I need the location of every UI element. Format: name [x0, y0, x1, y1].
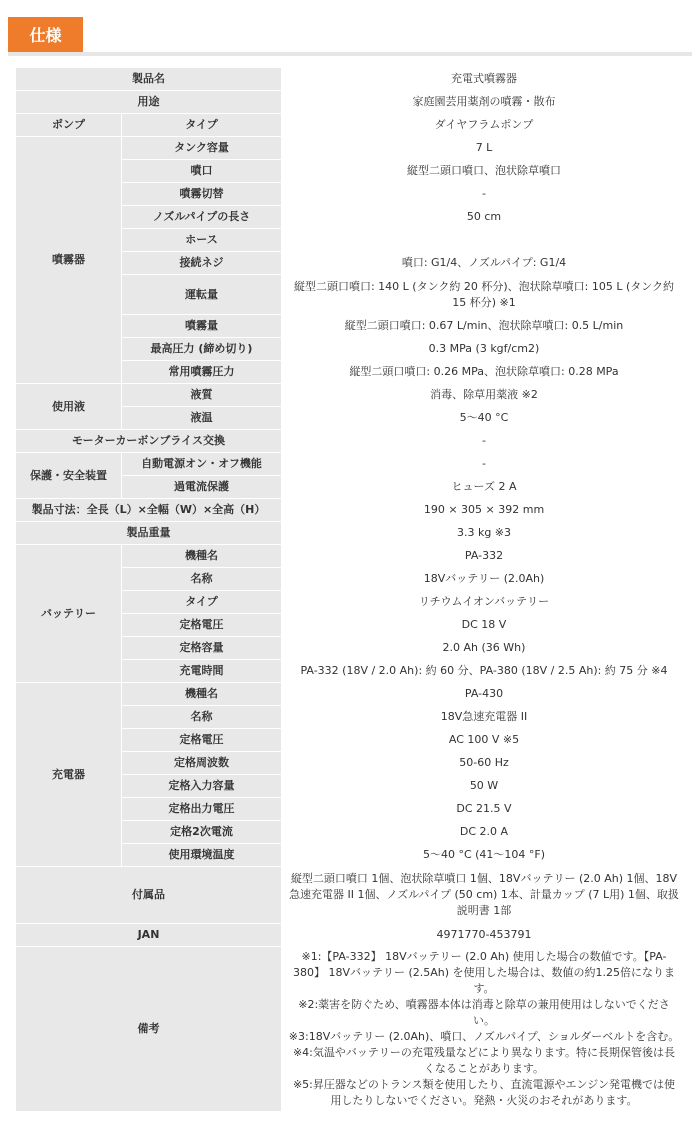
spec-value: 7 L	[282, 137, 687, 160]
spec-value: PA-332 (18V / 2.0 Ah): 約 60 分、PA-380 (18V / 2.5 Ah): 約 75 分 ※4	[282, 660, 687, 683]
spec-label: モーターカーボンブライス交換	[16, 430, 282, 453]
spec-value: 190 × 305 × 392 mm	[282, 499, 687, 522]
spec-row	[16, 683, 687, 706]
spec-group-label: 保護・安全装置	[16, 453, 122, 499]
spec-group-label: 噴霧器	[16, 137, 122, 384]
spec-row	[16, 499, 687, 522]
spec-value: AC 100 V ※5	[282, 729, 687, 752]
spec-label: 充電時間	[122, 660, 282, 683]
spec-value: PA-430	[282, 683, 687, 706]
spec-row	[16, 137, 687, 160]
spec-label: 定格周波数	[122, 752, 282, 775]
spec-value: DC 21.5 V	[282, 798, 687, 821]
remarks-notes	[282, 947, 687, 1112]
spec-value: PA-332	[282, 545, 687, 568]
spec-value: 2.0 Ah (36 Wh)	[282, 637, 687, 660]
spec-row	[16, 947, 687, 1112]
spec-value: 3.3 kg ※3	[282, 522, 687, 545]
section-divider	[8, 52, 692, 56]
spec-label: 液質	[122, 384, 282, 407]
spec-label: 用途	[16, 91, 282, 114]
spec-label: 噴霧切替	[122, 183, 282, 206]
spec-label: 自動電源オン・オフ機能	[122, 453, 282, 476]
spec-value: 充電式噴霧器	[282, 68, 687, 91]
spec-value: 縦型二頭口噴口: 140 L (タンク約 20 杯分)、泡状除草噴口: 105 L (タンク約 15 杯分) ※1	[282, 275, 687, 315]
spec-value: -	[282, 453, 687, 476]
spec-group-label: ポンプ	[16, 114, 122, 137]
spec-value: 縦型二頭口噴口、泡状除草噴口	[282, 160, 687, 183]
spec-value: 18V急速充電器 II	[282, 706, 687, 729]
spec-row	[16, 522, 687, 545]
spec-label: 名称	[122, 568, 282, 591]
spec-label: 定格2次電流	[122, 821, 282, 844]
spec-label: 最高圧力 (締め切り)	[122, 338, 282, 361]
spec-row	[16, 545, 687, 568]
spec-row	[16, 91, 687, 114]
spec-row	[16, 384, 687, 407]
spec-label: 機種名	[122, 545, 282, 568]
spec-label: 製品寸法：全長（L）×全幅（W）×全高（H）	[16, 499, 282, 522]
spec-label: JAN	[16, 924, 282, 947]
spec-value: 家庭園芸用薬剤の噴霧・散布	[282, 91, 687, 114]
spec-label: 常用噴霧圧力	[122, 361, 282, 384]
spec-label: 製品重量	[16, 522, 282, 545]
spec-row	[16, 114, 687, 137]
spec-label: 定格電圧	[122, 614, 282, 637]
spec-value: ヒューズ 2 A	[282, 476, 687, 499]
spec-value: 5～40 °C	[282, 407, 687, 430]
spec-value: 消毒、除草用薬液 ※2	[282, 384, 687, 407]
spec-value	[282, 229, 687, 252]
spec-row	[16, 453, 687, 476]
spec-label: 過電流保護	[122, 476, 282, 499]
spec-label: ノズルパイプの長さ	[122, 206, 282, 229]
spec-value: 50-60 Hz	[282, 752, 687, 775]
spec-value: 縦型二頭口噴口 1個、泡状除草噴口 1個、18Vバッテリー (2.0 Ah) 1個、18V急速充電器 II 1個、ノズルパイプ (50 cm) 1本、計量カップ (7 L用) 1個、取扱説明書 1部	[282, 867, 687, 924]
spec-label: 定格容量	[122, 637, 282, 660]
spec-label: 機種名	[122, 683, 282, 706]
spec-label: 噴霧量	[122, 315, 282, 338]
spec-label: 定格入力容量	[122, 775, 282, 798]
spec-label: 定格電圧	[122, 729, 282, 752]
spec-table	[15, 67, 687, 1112]
spec-row	[16, 68, 687, 91]
spec-label: タンク容量	[122, 137, 282, 160]
spec-group-label: 充電器	[16, 683, 122, 867]
section-title: 仕様	[8, 17, 83, 55]
spec-label: 液温	[122, 407, 282, 430]
spec-label: タイプ	[122, 114, 282, 137]
spec-value: 0.3 MPa (3 kgf/cm2)	[282, 338, 687, 361]
spec-label: 付属品	[16, 867, 282, 924]
remark-note: ※5:昇圧器などのトランス類を使用したり、直流電源やエンジン発電機では使用したりしないでください。発熱・火災のおそれがあります。	[292, 1078, 676, 1107]
spec-value: リチウムイオンバッテリー	[282, 591, 687, 614]
spec-value: 50 W	[282, 775, 687, 798]
spec-value: DC 2.0 A	[282, 821, 687, 844]
spec-value: 4971770-453791	[282, 924, 687, 947]
spec-value: ダイヤフラムポンプ	[282, 114, 687, 137]
spec-label: 接続ネジ	[122, 252, 282, 275]
remark-note: ※2:薬害を防ぐため、噴霧器本体は消毒と除草の兼用使用はしないでください。	[298, 998, 670, 1027]
spec-value: 5～40 °C (41～104 °F)	[282, 844, 687, 867]
spec-value: DC 18 V	[282, 614, 687, 637]
spec-label: 使用環境温度	[122, 844, 282, 867]
spec-group-label: バッテリー	[16, 545, 122, 683]
spec-label: タイプ	[122, 591, 282, 614]
remark-note: ※4:気温やバッテリーの充電残量などにより異なります。特に長期保管後は長くなることがあります。	[292, 1046, 676, 1075]
spec-label: 噴口	[122, 160, 282, 183]
spec-value: -	[282, 430, 687, 453]
spec-value: 縦型二頭口噴口: 0.26 MPa、泡状除草噴口: 0.28 MPa	[282, 361, 687, 384]
spec-row	[16, 430, 687, 453]
spec-label: 製品名	[16, 68, 282, 91]
spec-label: 定格出力電圧	[122, 798, 282, 821]
spec-group-label: 使用液	[16, 384, 122, 430]
spec-value: -	[282, 183, 687, 206]
spec-label: 名称	[122, 706, 282, 729]
section-header	[0, 0, 700, 60]
spec-value: 縦型二頭口噴口: 0.67 L/min、泡状除草噴口: 0.5 L/min	[282, 315, 687, 338]
spec-label: 運転量	[122, 275, 282, 315]
remark-note: ※3:18Vバッテリー (2.0Ah)、噴口、ノズルパイプ、ショルダーベルトを含む。	[288, 1030, 680, 1043]
remark-note: ※1:【PA-332】 18Vバッテリー (2.0 Ah) 使用した場合の数値です。【PA-380】 18Vバッテリー (2.5Ah) を使用した場合は、数値の約1.25倍になります。	[292, 950, 676, 995]
spec-label: 備考	[16, 947, 282, 1112]
spec-value: 18Vバッテリー (2.0Ah)	[282, 568, 687, 591]
spec-row	[16, 924, 687, 947]
spec-label: ホース	[122, 229, 282, 252]
spec-value: 噴口: G1/4、ノズルパイプ: G1/4	[282, 252, 687, 275]
spec-value: 50 cm	[282, 206, 687, 229]
spec-row	[16, 867, 687, 924]
